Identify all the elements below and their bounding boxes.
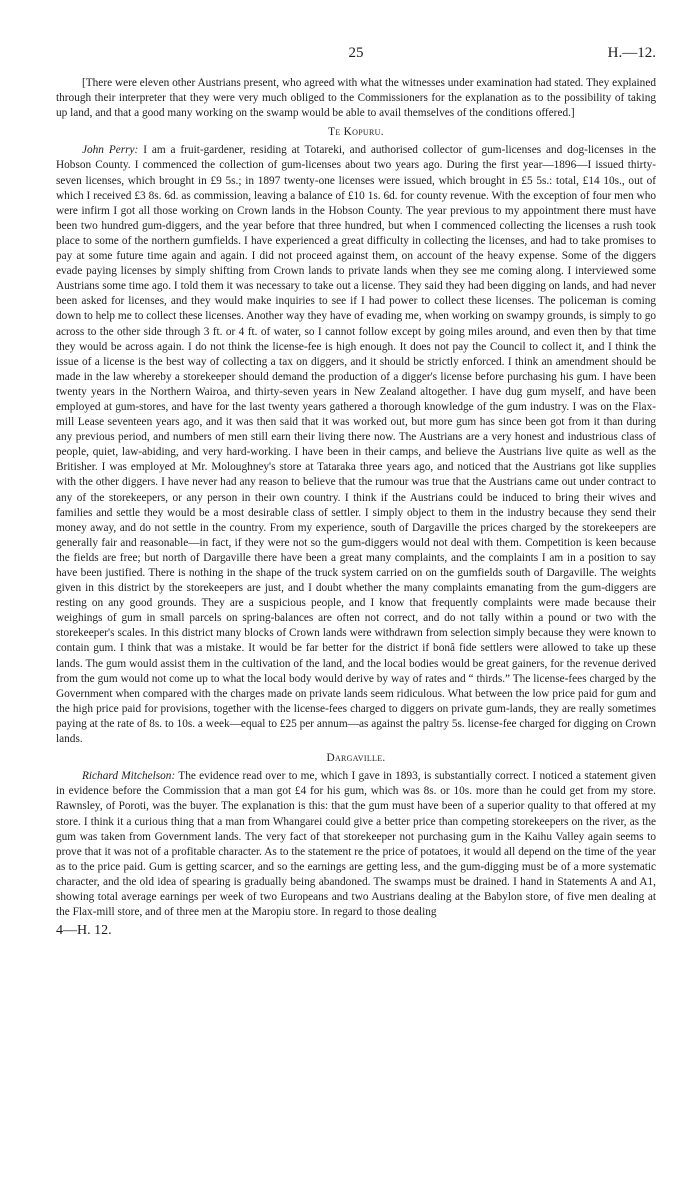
page-header (56, 40, 656, 64)
testimony-paragraph (56, 143, 656, 747)
page-number: 25 (348, 45, 364, 61)
document-page (56, 40, 656, 938)
speaker-name: Richard Mitchelson: (82, 770, 176, 783)
signature-mark: 4—H. 12. (56, 923, 112, 939)
section-heading-te-kopuru: Te Kopuru. (328, 126, 384, 139)
testimony-text: I am a fruit-gardener, residing at Totareki, and authorised collector of gum-licenses and dog-licenses in the Hobson County. I commenced the collection of gum-licenses about two years ago. During the first year—1896—I issued thirty-seven licenses, which brought in £9 5s.; in 1897 twenty-one licenses were issued, which brought in £5 5s.: total, £14 10s., out of which I received £3 8s. 6d. as commission, leaving a balance of £10 1s. 6d. for county revenue. With the exception of four men who were infirm I got all those working on Crown lands in the Hobson County. The year previous to my appointment there must have been two hundred gum-diggers, and the year before that three hundred, but when I commenced collecting the licenses a rush took place to some of the northern gumfields. I have experienced a great difficulty in collecting the licenses, and had to take promises to pay at some future time again and again. I did not proceed against them, on account of the heavy expense. Some of the diggers evade paying licenses by simply shifting from Crown lands to private lands when they see me coming along. I interviewed some Austrians some time ago. I told them it was necessary to take out a license. They said they had been digging on lands, and had never been asked for licenses, and they would make inquiries to see if I had power to collect these licenses. The policeman is coming down to help me to collect these licenses. Another way they have of evading me, when working on swampy grounds, is simply to go across to the other side through 3 ft. or 4 ft. of water, so I cannot follow except by going miles around, and even then by that time they would be across again. I do not think the license-fee is high enough. It does not pay the Council to collect it, and I think the issue of a license is the best way of collecting a tax on diggers, and it should be strictly enforced. I think an amendment should be made in the law whereby a storekeeper should demand the production of a digger's license before purchasing his gum. I have been twenty years in the Northern Wairoa, and thirty-seven years in New Zealand altogether. I have dug gum myself, and have been employed at gum-stores, and have for the last twenty years gathered a thorough knowledge of the gum industry. I was on the Flax-mill Lease seventeen years ago, and it was then said that it was worked out, but more gum has since been got from it than during any previous period, and numbers of men still earn their living there now. The Austrians are a very honest and industrious class of people, quiet, law-abiding, and very hard-working. I have been in their camps, and believe the Austrians live quite as well as the Britisher. I was employed at Mr. Moloughney's store at Tataraka three years ago, and noticed that the Austrians got like supplies with the other diggers. I have never had any reason to believe that the rumour was true that the Austrians came out under contract to any of the storekeepers, or any person in their own country. I think if the Austrians could be induced to bring their wives and families and settle they would be a most desirable class of settler. I simply object to them in the industry because they send their money away, and do not settle in the country. From my experience, south of Dargaville the prices charged by the storekeepers are generally fair and reasonable—in fact, if they were not so the gum-diggers would not deal with them. Competition is keen because the fields are free; but north of Dargaville there have been a great many complaints, and the complaints I am in a position to say have been justified. There is nothing in the shape of the truck system carried on on the gumfields south of Dargaville. The weights given in this district by the storekeepers are just, and I doubt whether the many complaints emanating from the gum-diggers are resting on any good grounds. They are a suspicious people, and I know that frequently complaints were made because their weighings of gum in small parcels on spring-balances are often not correct, and do not tally within a pound or two with the storekeeper's scales. In this district many blocks of Crown lands were withdrawn from selection simply because they were known to contain gum. I think that was a mistake. It would be far better for the district if bonâ fide settlers were allowed to take up these lands. The gum would assist them in the cultivation of the land, and the local bodies would be great gainers, for the revenue derived from the gum would not come up to what the local body would derive by way of rates and “ thirds.” The license-fees charged by the Government when compared with the charges made on private lands seem ridiculous. What between the low price paid for gum and the high price paid for provisions, together with the license-fees charged to diggers on private gum-lands, they are really sometimes paying at the rate of 8s. to 10s. a week—equal to £25 per annum—as against the paltry 5s. license-fee charged for digging on Crown lands. (56, 144, 656, 746)
section-heading-dargaville: Dargaville. (326, 752, 386, 765)
testimony-paragraph (56, 769, 656, 920)
speaker-name: John Perry: (82, 144, 139, 157)
testimony-text: The evidence read over to me, which I gave in 1893, is substantially correct. I noticed a statement given in evidence before the Commission that a man got £4 for his gum, which was 8s. or 10s. more than he could get from my store. Rawnsley, of Poroti, was the buyer. The explanation is this: that the gum must have been of a superior quality to that offered at my store. I think it a curious thing that a man from Whangarei could give a better price than competing storekeepers on the river, as the gum was taken from Government lands. The very fact of that storekeeper not purchasing gum in the Kaihu Valley again seems to prove that it was not of a profitable character. As to the statement re the price of potatoes, it would all depend on the time of the year as to the price paid. Gum is getting scarcer, and so the earnings are getting less, and the gum-digging must be of a more systematic character, and the old idea of spearing is gradually being abandoned. The swamps must be drained. I hand in Statements A and A1, showing total average earnings per week of two Europeans and two Austrians dealing at the Babylon store, of five men dealing at the Flax-mill store, and of three men at the Maropiu store. In regard to those dealing (56, 770, 657, 919)
bracketed-note: [There were eleven other Austrians present, who agreed with what the witnesses under examination had stated. They explained through their interpreter that they were very much obliged to the Commissioners for the explanation as to the possibility of taking up land, and that a good many working on the swamp would be able to avail themselves of the conditions offered.] (56, 77, 656, 120)
document-reference: H.—12. (607, 45, 656, 61)
